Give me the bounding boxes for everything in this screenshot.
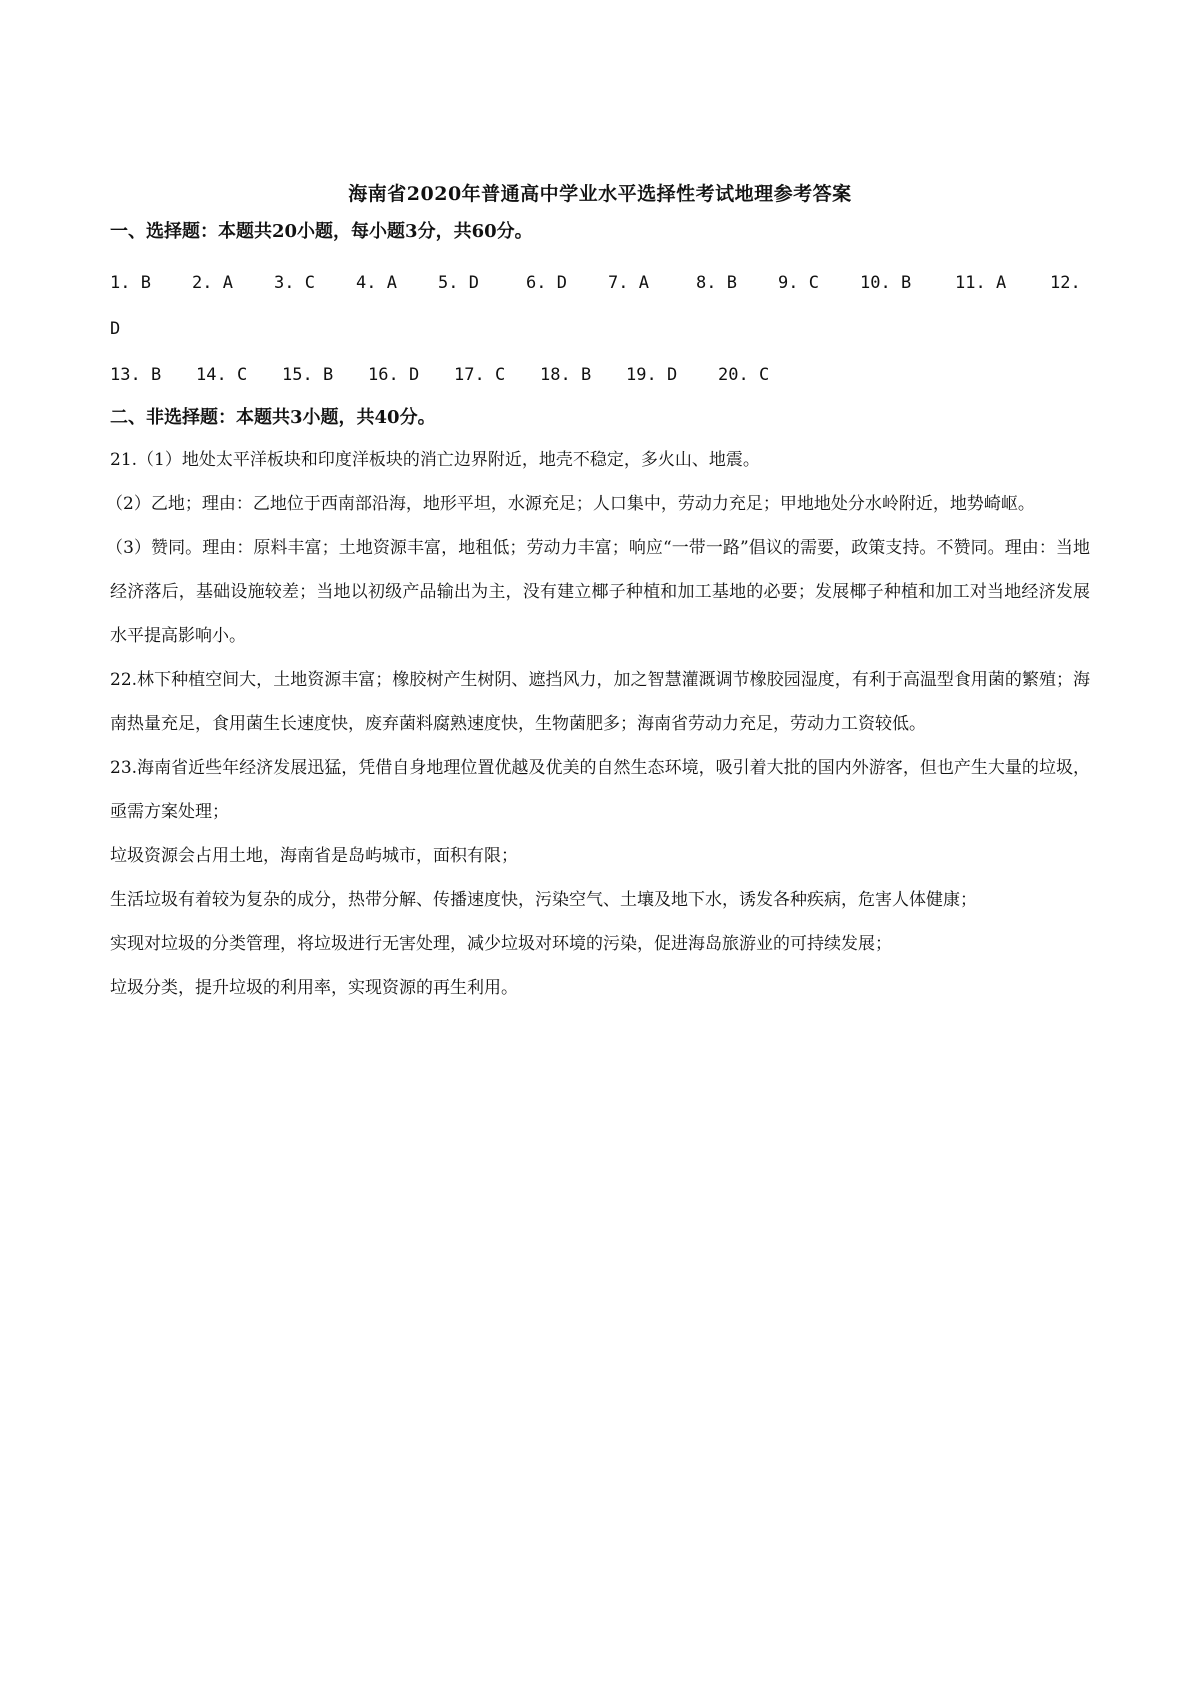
answer-paragraph: 垃圾资源会占用土地，海南省是岛屿城市，面积有限；	[110, 846, 518, 866]
mc-answer: 17. C	[454, 365, 506, 385]
section1-heading: 一、选择题：本题共20小题，每小题3分，共60分。	[110, 221, 533, 242]
mc-answer: 11. A	[955, 273, 1007, 293]
mc-answer: 18. B	[540, 365, 592, 385]
mc-answer: 6. D	[526, 273, 567, 293]
mc-answer: 20. C	[718, 365, 770, 385]
section2-heading: 二、非选择题：本题共3小题，共40分。	[110, 407, 436, 428]
answer-paragraph: 实现对垃圾的分类管理，将垃圾进行无害处理，减少垃圾对环境的污染，促进海岛旅游业的可持续发展；	[110, 934, 892, 954]
mc-answer: 1. B	[110, 273, 151, 293]
mc-answer: 8. B	[696, 273, 737, 293]
mc-answer: 19. D	[626, 365, 678, 385]
answer-paragraph: 22.林下种植空间大，土地资源丰富；橡胶树产生树阴、遮挡风力，加之智慧灌溉调节橡胶园湿度，有利于高温型食用菌的繁殖；海南热量充足，食用菌生长速度快，废弃菌料腐熟速度快，生物菌肥多；海南省劳动力充足，劳动力工资较低。	[110, 670, 1090, 734]
mc-answer: 5. D	[438, 273, 479, 293]
mc-answer: 2. A	[192, 273, 233, 293]
mc-answers-row1	[110, 260, 1090, 306]
answer-sheet-page	[106, 178, 1090, 1010]
mc-answer: 15. B	[282, 365, 334, 385]
answer-paragraph: 23.海南省近些年经济发展迅猛，凭借自身地理位置优越及优美的自然生态环境，吸引着大批的国内外游客，但也产生大量的垃圾，亟需方案处理；	[110, 758, 1090, 822]
mc-answer: 12.	[1050, 273, 1081, 293]
mc-answer: 13. B	[110, 365, 162, 385]
mc-answer: 4. A	[356, 273, 397, 293]
answer-paragraph: 生活垃圾有着较为复杂的成分，热带分解、传播速度快，污染空气、土壤及地下水，诱发各种疾病，危害人体健康；	[110, 890, 977, 910]
mc-answer: 16. D	[368, 365, 420, 385]
mc-answer: 14. C	[196, 365, 248, 385]
answer-paragraph: （2）乙地；理由：乙地位于西南部沿海，地形平坦，水源充足；人口集中，劳动力充足；甲地地处分水岭附近，地势崎岖。	[106, 494, 1035, 514]
mc-answer: 7. A	[608, 273, 649, 293]
mc-answers-row2	[110, 352, 1090, 398]
answer-paragraph: 21.（1）地处太平洋板块和印度洋板块的消亡边界附近，地壳不稳定，多火山、地震。	[110, 450, 760, 470]
mc-answer: 10. B	[860, 273, 912, 293]
mc-answer: 9. C	[778, 273, 819, 293]
answer-paragraph: 垃圾分类，提升垃圾的利用率，实现资源的再生利用。	[110, 978, 518, 998]
mc-answer: 3. C	[274, 273, 315, 293]
answer-paragraph: （3）赞同。理由：原料丰富；土地资源丰富，地租低；劳动力丰富；响应“一带一路”倡议的需要，政策支持。不赞同。理由：当地经济落后，基础设施较差；当地以初级产品输出为主，没有建立椰子种植和加工基地的必要；发展椰子种植和加工对当地经济发展水平提高影响小。	[106, 538, 1090, 646]
document-title: 海南省2020年普通高中学业水平选择性考试地理参考答案	[348, 183, 852, 205]
mc-answer-wrap: D	[110, 319, 121, 339]
